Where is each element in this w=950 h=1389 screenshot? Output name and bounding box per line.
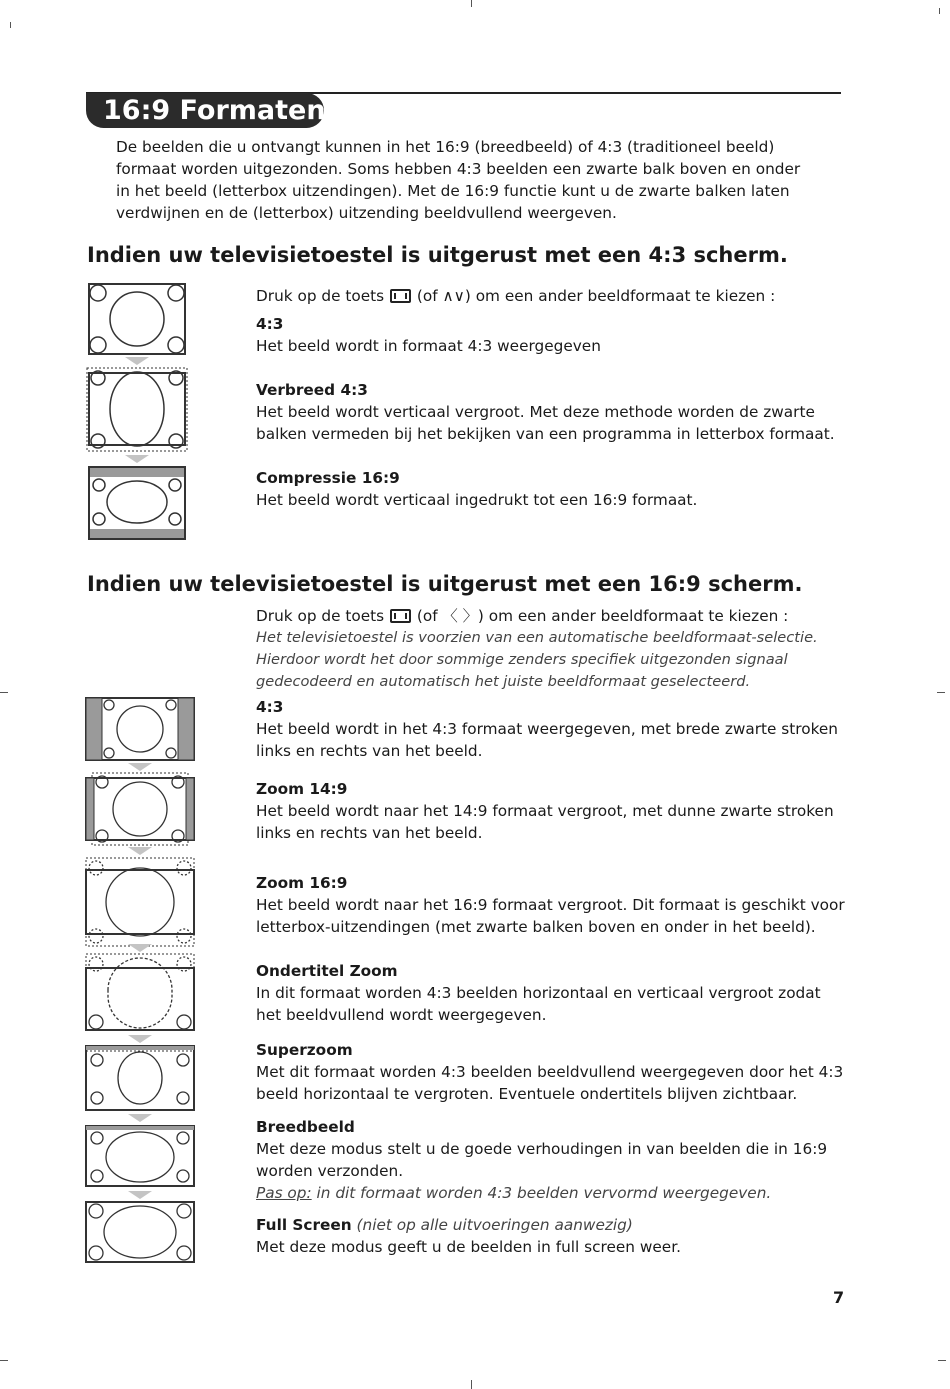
section-43-instruction (256, 285, 846, 307)
mode-desc: Met dit formaat worden 4:3 beelden beeldvullend weergegeven door het 4:3 beeld horizontaal te vergroten. Eventuele ondertitels blijven zichtbaar. (256, 1063, 844, 1103)
diagram-breedbeeld (86, 1126, 194, 1186)
mode-name: Zoom 14:9 (256, 780, 348, 798)
diagram-verbreed (87, 368, 187, 451)
press-text: Druk op de toets (256, 287, 385, 305)
diagram-43-normal (89, 284, 185, 354)
diagram-169-43 (86, 698, 194, 760)
format-key-icon (390, 609, 411, 623)
mode-full-screen (256, 1214, 846, 1258)
crop-mark-bottom-left (0, 1360, 8, 1361)
diagram-superzoom (86, 1046, 194, 1110)
diagrams-169-screen (84, 696, 198, 1266)
mode-desc: Het beeld wordt verticaal vergroot. Met deze methode worden de zwarte balken vermeden bij het bekijken van een programma in letterbox formaat. (256, 403, 835, 443)
mode-169-43 (256, 696, 846, 762)
diagram-zoom-169 (86, 858, 194, 946)
mode-compressie (256, 467, 846, 511)
crop-mark-top (471, 0, 472, 7)
auto-format-note: Het televisietoestel is voorzien van een automatische beeldformaat-selectie. Hierdoor wordt het door sommige zenders specifiek uitgezonden signaal gedecodeerd en automatisch het juiste beeldformaat geselecteerd. (256, 629, 818, 690)
mode-name: Superzoom (256, 1041, 353, 1059)
press-after-text: om een ander beeldformaat te kiezen : (488, 607, 789, 625)
mode-superzoom (256, 1039, 846, 1105)
mode-desc: Het beeld wordt in formaat 4:3 weergegeven (256, 337, 601, 355)
mode-desc: Het beeld wordt verticaal ingedrukt tot een 16:9 formaat. (256, 491, 698, 509)
alt-keys-text: (of 〈 〉) (416, 607, 484, 625)
page-number: 7 (833, 1288, 845, 1307)
page-title: 16:9 Formaten (86, 93, 324, 128)
press-after-text: om een ander beeldformaat te kiezen : (475, 287, 776, 305)
arrow-down-icon (128, 847, 152, 855)
arrow-down-icon (125, 455, 149, 463)
mode-name: Full Screen (256, 1216, 352, 1234)
mode-ondertitel-zoom (256, 960, 846, 1026)
mode-name: Ondertitel Zoom (256, 962, 398, 980)
mode-desc: Het beeld wordt in het 4:3 formaat weergegeven, met brede zwarte stroken links en rechts van het beeld. (256, 720, 838, 760)
crop-mark-bottom (471, 1380, 472, 1389)
arrow-down-icon (128, 763, 152, 771)
mode-name: Verbreed 4:3 (256, 381, 368, 399)
mode-desc: In dit formaat worden 4:3 beelden horizontaal en verticaal vergroot zodat het beeldvullend wordt weergegeven. (256, 984, 821, 1024)
arrow-down-icon (128, 1114, 152, 1122)
arrow-down-icon (128, 1191, 152, 1199)
mode-breedbeeld (256, 1116, 846, 1204)
mode-name: 4:3 (256, 698, 284, 716)
intro-paragraph: De beelden die u ontvangt kunnen in het 16:9 (breedbeeld) of 4:3 (traditioneel beeld) formaat worden uitgezonden. Soms hebben 4:3 beelden een zwarte balk boven en onder in het beeld (letterbox uitzendingen). Met de 16:9 functie kunt u de zwarte balken laten verdwijnen en de (letterbox) uitzending beeldvullend weergeven. (116, 138, 801, 222)
arrow-down-icon (128, 1035, 152, 1043)
mode-name: Breedbeeld (256, 1118, 355, 1136)
arrow-down-icon (128, 944, 152, 952)
diagram-full-screen (86, 1202, 194, 1262)
mode-desc: Het beeld wordt naar het 16:9 formaat vergroot. Dit formaat is geschikt voor letterbox-uitzendingen (met zwarte balken boven en onder in het beeld). (256, 896, 845, 936)
crop-mark-top-right (939, 8, 940, 14)
mode-desc: Met deze modus geeft u de beelden in full screen weer. (256, 1238, 681, 1256)
format-key-icon (390, 289, 411, 303)
section-43-heading: Indien uw televisietoestel is uitgerust met een 4:3 scherm. (87, 243, 788, 267)
mode-zoom-169 (256, 872, 846, 938)
crop-mark-right (937, 692, 945, 693)
arrow-down-icon (125, 357, 149, 365)
mode-desc: Het beeld wordt naar het 14:9 formaat vergroot, met dunne zwarte stroken links en rechts van het beeld. (256, 802, 834, 842)
mode-name: 4:3 (256, 315, 284, 333)
mode-name-note: (niet op alle uitvoeringen aanwezig) (356, 1216, 633, 1234)
note-label: Pas op: (256, 1184, 312, 1202)
mode-desc: Met deze modus stelt u de goede verhoudingen in van beelden die in 16:9 worden verzonden. (256, 1140, 828, 1180)
diagram-compressie (89, 467, 185, 539)
mode-name: Compressie 16:9 (256, 469, 400, 487)
diagrams-43-screen (86, 281, 188, 543)
section-169-heading: Indien uw televisietoestel is uitgerust met een 16:9 scherm. (87, 572, 803, 596)
crop-mark-top-left (10, 22, 11, 28)
mode-43-a (256, 313, 846, 357)
alt-keys-text: (of ∧∨) (416, 287, 471, 305)
diagram-ondertitel-zoom (86, 954, 194, 1030)
mode-verbreed (256, 379, 846, 445)
mode-name: Zoom 16:9 (256, 874, 348, 892)
section-169-instruction (256, 605, 846, 627)
note-text: in dit formaat worden 4:3 beelden vervormd weergegeven. (311, 1184, 772, 1202)
breedbeeld-note (256, 1184, 771, 1202)
crop-mark-bottom-right (938, 1360, 946, 1361)
diagram-zoom-149 (86, 773, 194, 845)
press-text: Druk op de toets (256, 607, 385, 625)
mode-zoom-149 (256, 778, 846, 844)
crop-mark-left (0, 692, 8, 693)
